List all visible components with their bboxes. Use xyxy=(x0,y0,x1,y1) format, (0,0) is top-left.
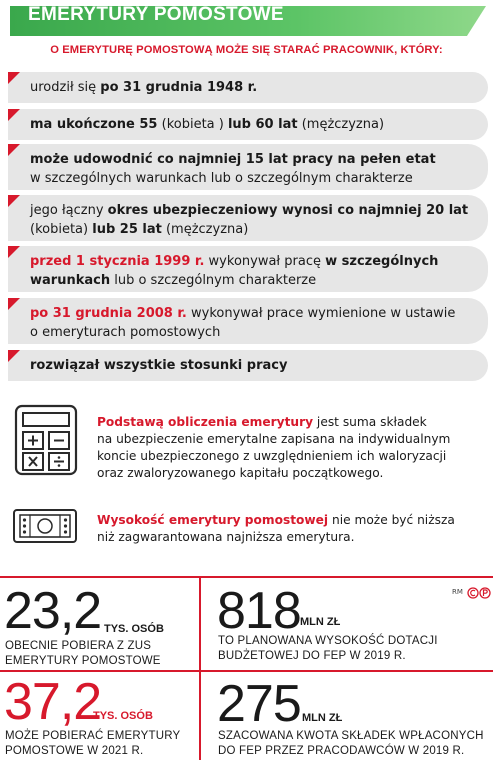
condition-emphasis: może udowodnić co najmniej 15 lat pracy na pełen etat xyxy=(30,152,436,167)
stat-description xyxy=(5,729,180,759)
stat-description-line: POMOSTOWE W 2021 R. xyxy=(5,745,144,757)
stat-value: 23,2 xyxy=(4,582,102,640)
condition-row-2 xyxy=(8,109,488,140)
condition-row-3 xyxy=(8,144,488,190)
condition-text: wykonywał prace wymienione w ustawie xyxy=(186,306,456,321)
red-flag-marker xyxy=(8,109,20,121)
amount-highlight: Wysokość emerytury pomostowej xyxy=(97,513,329,527)
calculation-text: koncie ubezpieczonego z uwzględnieniem ich waloryzacji xyxy=(97,449,447,463)
calculator-icon xyxy=(14,404,78,480)
copyright-p-icon xyxy=(467,584,491,603)
condition-text: lub o szczególnym charakterze xyxy=(110,273,317,288)
stat-description xyxy=(218,634,438,664)
calculation-text: jest suma składek xyxy=(313,415,427,429)
condition-emphasis: ma ukończone 55 xyxy=(30,117,158,132)
stat-value: 37,2 xyxy=(4,673,102,731)
condition-emphasis: lub 60 lat xyxy=(227,117,298,132)
amount-text: niż zagwarantowana najniższa emerytura. xyxy=(97,530,355,544)
stat-description-line: MOŻE POBIERAĆ EMERYTURY xyxy=(5,730,181,742)
stat-unit: MLN ZŁ xyxy=(300,616,341,628)
condition-emphasis: okres ubezpieczeniowy wynosi co najmniej 20 lat xyxy=(107,203,469,218)
condition-text: (mężczyzna) xyxy=(297,117,385,132)
amount-text: nie może być niższa xyxy=(328,513,455,527)
calculation-highlight: Podstawą obliczenia emerytury xyxy=(97,415,314,429)
amount-paragraph xyxy=(97,512,455,546)
condition-emphasis: rozwiązał wszystkie stosunki pracy xyxy=(30,358,288,373)
stat-description-line: EMERYTURY POMOSTOWE xyxy=(5,655,161,667)
stat-description-line: OBECNIE POBIERA Z ZUS xyxy=(5,640,152,652)
stat-description-line: BUDŻETOWEJ DO FEP W 2019 R. xyxy=(218,650,406,662)
page-title: EMERYTURY POMOSTOWE xyxy=(28,4,284,25)
condition-row-7 xyxy=(8,350,488,381)
condition-text: o emeryturach pomostowych xyxy=(30,325,221,340)
red-flag-marker xyxy=(8,195,20,207)
condition-text: wykonywał pracę xyxy=(204,254,326,269)
calculation-paragraph xyxy=(97,414,450,482)
stat-value: 818 xyxy=(217,582,301,640)
condition-row-5 xyxy=(8,246,488,292)
author-credit: RM xyxy=(452,588,463,596)
condition-row-1 xyxy=(8,72,488,103)
calculation-text: na ubezpieczenie emerytalne zapisana na indywidualnym xyxy=(97,432,451,446)
condition-text: w szczególnych warunkach lub o szczególnym charakterze xyxy=(30,171,413,186)
condition-date: przed 1 stycznia 1999 r. xyxy=(30,254,205,269)
divider-line xyxy=(0,576,493,578)
condition-text: (mężczyzna) xyxy=(161,222,249,237)
condition-row-6 xyxy=(8,298,488,344)
condition-text: jego łączny xyxy=(30,203,108,218)
divider-line xyxy=(201,670,493,672)
condition-emphasis: w szczególnych xyxy=(325,254,439,269)
condition-text: urodził się xyxy=(30,80,101,95)
red-flag-marker xyxy=(8,72,20,84)
condition-emphasis: warunkach xyxy=(30,273,111,288)
stat-value: 275 xyxy=(217,675,301,733)
red-flag-marker xyxy=(8,298,20,310)
page-subtitle: O EMERYTURĘ POMOSTOWĄ MOŻE SIĘ STARAĆ PRACOWNIK, KTÓRY: xyxy=(50,44,443,56)
condition-row-4 xyxy=(8,195,488,241)
banknote-icon xyxy=(12,508,78,548)
divider-line xyxy=(0,670,199,672)
condition-date: po 31 grudnia 2008 r. xyxy=(30,306,187,321)
condition-text: (kobieta ) xyxy=(157,117,228,132)
condition-text: (kobieta) xyxy=(30,222,93,237)
stat-unit: TYS. OSÓB xyxy=(104,623,164,635)
stat-description-line: DO FEP PRZEZ PRACODAWCÓW W 2019 R. xyxy=(218,745,465,757)
divider-line xyxy=(199,578,201,760)
condition-emphasis: lub 25 lat xyxy=(92,222,162,237)
condition-emphasis: po 31 grudnia 1948 r. xyxy=(100,80,258,95)
stat-description xyxy=(5,639,161,669)
red-flag-marker xyxy=(8,246,20,258)
red-flag-marker xyxy=(8,350,20,362)
stat-unit: MLN ZŁ xyxy=(302,712,343,724)
stat-description-line: SZACOWANA KWOTA SKŁADEK WPŁACONYCH xyxy=(218,730,484,742)
stat-unit: TYS. OSÓB xyxy=(93,710,153,722)
stat-description-line: TO PLANOWANA WYSOKOŚĆ DOTACJI xyxy=(218,635,438,647)
red-flag-marker xyxy=(8,144,20,156)
calculation-text: oraz zwaloryzowanego kapitału początkowego. xyxy=(97,466,384,480)
stat-description xyxy=(218,729,484,759)
